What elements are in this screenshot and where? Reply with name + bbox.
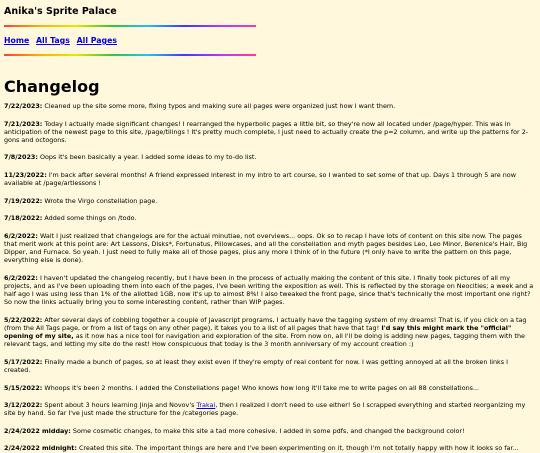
changelog-entry: [4, 358, 536, 374]
entry-text: Oops it's been basically a year. I added some ideas to my to-do list.: [37, 153, 257, 162]
entry-date: 2/24/2022 midnight:: [4, 444, 77, 453]
nav-all-pages-link[interactable]: All Pages: [76, 36, 117, 45]
nav-all-tags-link[interactable]: All Tags: [36, 36, 70, 45]
entry-date: 3/12/2022:: [4, 401, 43, 410]
changelog-entry: [4, 274, 536, 307]
entry-text: Cleaned up the site some more, fixing typos and making sure all pages were organized just how I want them.: [42, 102, 396, 110]
entry-date: 7/18/2022:: [4, 214, 43, 223]
entry-text: After several days of cobbling together a couple of Javascript programs, I actually have the tagging system of my dreams! That is, if you click on a tag (from the All Tags page, or from a list of tags on any other page), it takes you to a list of all pages that have that tag!: [4, 315, 527, 333]
entry-text-continued: as it now has a nice tool for navigation and exploration of the site. From now on, all I'll be doing is adding new pages, tagging them with the relevant tags, and letting my site do the rest! How conspicuous that today is the 3 month anniversary of my account creation :): [4, 332, 525, 349]
entry-text: Finally made a bunch of pages, so at least they exist even if they're empty of real content for now. I was getting annoyed at all the broken links I created.: [4, 357, 508, 375]
changelog-list: [0, 96, 540, 453]
entry-text: Wait I just realized that changelogs are for the actual minutiae, not overviews... oops. Ok so to recap I have lots of content on this site now. The pages that merit work at this point are: Art Lessons, Disks*, Fortunatus, Pillowcases, and all the constellation and myth pages besides Leo, Leo Minor, Berenice's Hair, Big Dipper, and Furnace. So yeah. I just need to fully make all of those pages, plus any more I think of in the future (*I only have to write the pattern on this page, everything else is done).: [4, 231, 528, 265]
changelog-entry: [4, 120, 536, 145]
changelog-entry: [4, 214, 536, 222]
changelog-entry: [4, 153, 536, 161]
site-title: Anika's Sprite Palace: [4, 6, 117, 17]
changelog-entry: [4, 427, 536, 435]
entry-date: 2/24/2022 midday:: [4, 426, 71, 435]
entry-text: Today I actually made significant changes! I rearranged the hyperbolic pages a little bit, so they're now all located under /page/hyper. This was in anticipation of the newest page to this site, /page/tilings ! It's pretty much complete, I just need to actually create the p=2 column, and write up the patterns for 2-gons and octogons.: [4, 119, 529, 144]
entry-date: 7/21/2023:: [4, 119, 43, 128]
entry-text: Created this site. The important things are here and I've been experimenting on it, though I'm not totally happy with how it looks so far...: [76, 444, 519, 453]
changelog-entry: [4, 401, 536, 417]
changelog-entry: [4, 232, 536, 265]
entry-date: 11/23/2022:: [4, 170, 47, 179]
entry-date: 7/22/2023:: [4, 102, 43, 110]
entry-date: 5/15/2022:: [4, 383, 43, 392]
rainbow-divider: [4, 54, 256, 56]
page-title: Changelog: [4, 77, 100, 96]
trakai-link[interactable]: Trakai: [196, 401, 216, 410]
entry-text-continued: , then I realized I don't need to use either! So I scrapped everything and started reorganizing my site by hand. So far I've just made the structure for the /categories page.: [4, 401, 526, 418]
entry-text: Spent about 3 hours learning Jinja and Novov's: [42, 401, 197, 410]
entry-text: Whoops it's been 2 months. I added the Constellations page! Who knows how long it'll take me to write pages on all 88 constellations...: [42, 383, 480, 392]
entry-text: Some cosmetic changes, to make this site a tad more cohesive. I added in some pdfs, and changed the background color!: [70, 426, 465, 435]
entry-text: Wrote the Virgo constellation page.: [42, 196, 158, 205]
entry-date: 6/2/2022:: [4, 231, 38, 240]
changelog-entry: [4, 102, 536, 110]
entry-text: I haven't updated the changelog recently, but I have been in the process of actually making the content of this site. I finally took pictures of all my projects, and as I've been uploading them into each of the pages, I've been writing the exposition as well. This is reflected by the storage on Neocities; a week and a half ago I was using less than 1% of the allotted 1GB, now it's up to almost 8%! I also tweaked the front page, since that's technically the most important one right? So now the links actually bring you to some interesting content, rather than WIP pages.: [4, 273, 534, 307]
nav-home-link[interactable]: Home: [4, 36, 30, 45]
changelog-entry: [4, 444, 536, 452]
changelog-entry: [4, 197, 536, 205]
changelog-entry: [4, 171, 536, 187]
entry-bold-text: I'd say this might mark the "official" opening of my site,: [4, 324, 512, 341]
entry-text: I'm back after several months! A friend expressed interest in my intro to art course, so I wanted to set some of that up. Days 1 through 5 are now available at /page/artlessons !: [4, 170, 516, 188]
entry-date: 7/8/2023:: [4, 153, 38, 162]
changelog-entry: [4, 384, 536, 392]
entry-date: 5/17/2022:: [4, 357, 43, 366]
entry-date: 5/22/2022:: [4, 315, 43, 324]
entry-date: 7/19/2022:: [4, 196, 43, 205]
site-nav: [0, 27, 540, 45]
entry-text: Added some things on /todo.: [42, 214, 137, 223]
entry-date: 6/2/2022:: [4, 273, 38, 282]
changelog-entry: [4, 316, 536, 349]
